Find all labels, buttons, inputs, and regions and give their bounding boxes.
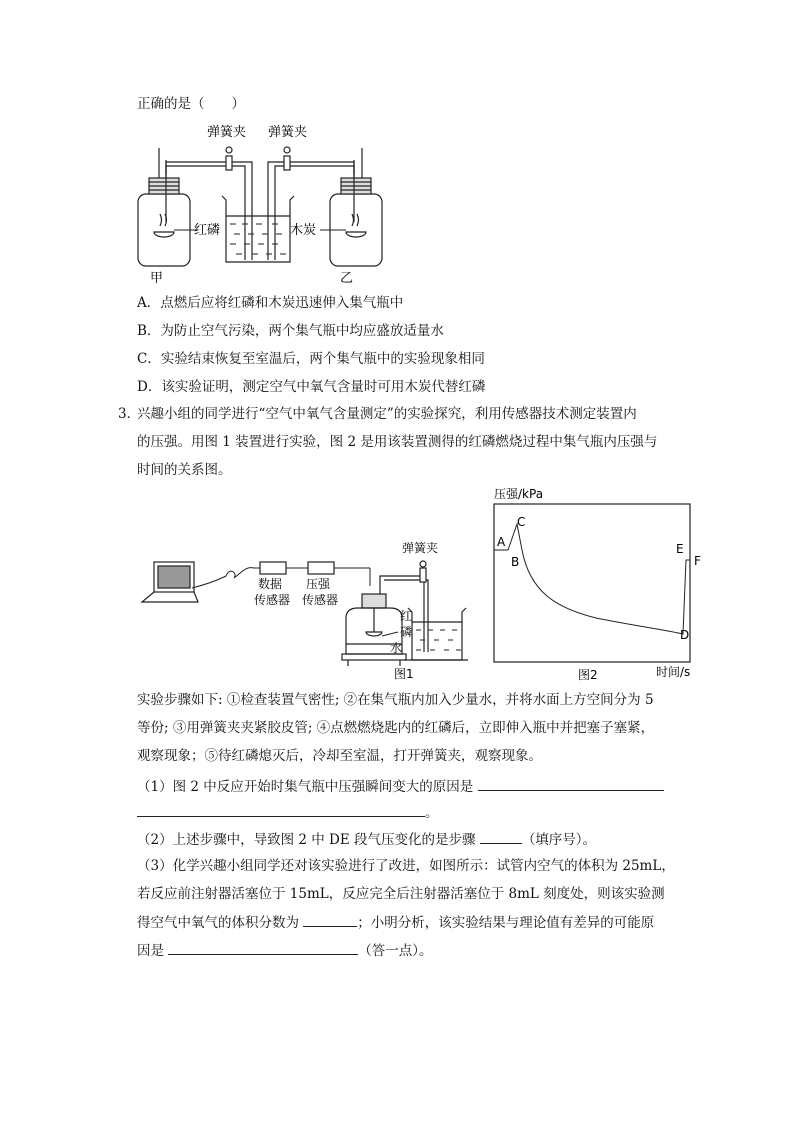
charcoal-label: 木炭 [290,223,317,238]
q3-stem-line-1: 兴趣小组的同学进行“空气中氧气含量测定”的实验探究，利用传感器技术测定装置内 [137,406,637,422]
q3-number: 3． [118,406,141,422]
collection-bottle [342,561,428,666]
data-sensor-label-2: 传感器 [254,593,291,607]
q2-option-c: C．实验结束恢复至室温后，两个集气瓶中的实验现象相同 [137,351,485,367]
fig2-ylabel: 压强/kPa [494,487,544,501]
q3-sub3-line-4 [137,940,433,961]
q2-option-d: D．该实验证明，测定空气中氧气含量时可用木炭代替红磷 [137,379,486,395]
bottle-a-label: 甲 [150,271,164,286]
pressure-sensor-box [308,562,334,574]
fig1-red-label-2: 磷 [400,625,413,639]
point-d-label: D [680,628,690,642]
q3-sub3-line-1: （3）化学兴趣小组同学还对该实验进行了改进，如图所示：试管内空气的体积为 25mL， [137,858,675,874]
q3-steps-line-2: 等份; ③用弹簧夹夹紧胶皮管; ④点燃燃烧匙内的红磷后，立即伸入瓶中并把塞子塞紧， [137,720,655,736]
point-b-label: B [511,555,520,569]
point-f-label: F [694,554,701,568]
q3-sub1-blank-2[interactable] [137,802,425,817]
q3-sub2-blank[interactable] [480,829,522,844]
laptop-icon [142,562,198,602]
q3-sub1-cont [137,802,439,823]
q3-sub3-blank-2[interactable] [168,940,358,955]
point-e-label: E [676,542,684,556]
q3-sub1-blank-1[interactable] [478,776,664,791]
q3-sub3-text-a: 得空气中氧气的体积分数为 [137,915,304,931]
point-a-label: A [497,535,506,549]
q3-stem-line-3: 时间的关系图。 [137,462,232,478]
q3-steps-line-1: 实验步骤如下: ①检查装置气密性; ②在集气瓶内加入少量水，并将水面上方空间分为 5 [137,692,654,708]
water-beaker [404,608,468,660]
pressure-sensor-label-2: 传感器 [302,593,339,607]
q3-sub3-line-2: 若反应前注射器活塞位于 15mL，反应完全后注射器活塞位于 8mL 刻度处，则该实验测 [137,886,665,902]
fig2-pressure-curve [494,524,690,634]
q3-sub1-end: 。 [425,805,439,821]
bottle-b-label: 乙 [340,271,354,286]
q3-stem-line-2: 的压强。用图 1 装置进行实验，图 2 是用该装置测得的红磷燃烧过程中集气瓶内压强与 [137,434,658,450]
q2-option-b: B．为防止空气污染，两个集气瓶中均应盛放适量水 [137,323,444,339]
q2-stem-tail: 正确的是（ ） [137,96,245,112]
q2-apparatus-figure [130,118,420,290]
fig1-apparatus [138,536,478,684]
q3-sub1 [137,776,664,797]
q3-sub2-text-a: （2）上述步骤中，导致图 2 中 DE 段气压变化的是步骤 [137,832,480,848]
red-phosphorus-label: 红磷 [194,223,221,238]
clip-right-label: 弹簧夹 [268,125,308,140]
data-sensor-box [260,562,286,574]
fig2-xlabel: 时间/s [656,665,691,679]
pressure-sensor-label-1: 压强 [306,577,331,591]
q3-sub3-blank-1[interactable] [303,912,357,927]
q3-sub3-text-c: 因是 [137,943,169,959]
q3-sub1-text: （1）图 2 中反应开始时集气瓶中压强瞬间变大的原因是 [137,779,478,795]
data-sensor-label-1: 数据 [258,577,283,591]
q3-sub3-text-d: （答一点）。 [358,943,433,959]
clip-left-label: 弹簧夹 [207,125,247,140]
fig2-caption: 图2 [578,668,598,682]
beaker [222,196,294,262]
q3-sub2 [137,829,596,850]
q2-option-a: A．点燃后应将红磷和木炭迅速伸入集气瓶中 [137,295,404,311]
fig1-water-label: 水 [390,641,403,655]
connecting-tubes [166,147,354,260]
fig2-chart [486,484,716,684]
q3-sub2-text-b: （填序号）。 [521,832,597,848]
fig1-clip-label: 弹簧夹 [402,541,439,555]
q3-sub3-text-b: ；小明分析，该实验结果与理论值有差异的可能原 [357,915,655,931]
fig1-caption: 图1 [394,667,414,681]
fig1-red-label-1: 红 [400,609,413,623]
q3-steps-line-3: 观察现象；⑤待红磷熄灭后，冷却至室温，打开弹簧夹，观察现象。 [137,748,542,764]
point-c-label: C [517,515,526,529]
q3-sub3-line-3 [137,912,654,933]
